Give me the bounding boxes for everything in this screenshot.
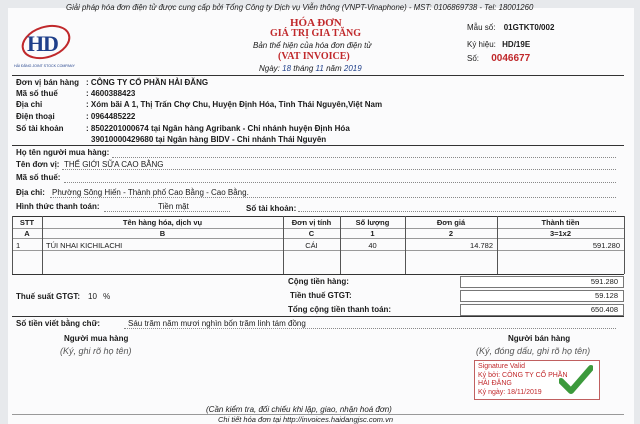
buyer-tax-line (64, 182, 616, 183)
col-header-amount: Thành tiền (541, 218, 580, 227)
digital-signature-box[interactable] (474, 360, 600, 400)
total-label: Tổng cộng tiền thanh toán: (288, 305, 392, 314)
row-item-name: TÚI NHAI KICHILACHI (46, 241, 123, 250)
seller-sign-note: (Ký, đóng dấu, ghi rõ họ tên) (476, 346, 591, 356)
seller-unit-label: Đơn vị bán hàng (16, 78, 80, 87)
provider-note: Giải pháp hóa đơn điện tử được cung cấp bởi Tổng Công ty Dịch vụ Viễn thông (VNPT-Vinaphone) - MST: 0106869738 - Tel: 18001260 (66, 3, 534, 12)
seller-tax: : 4600388423 (86, 89, 136, 98)
total-value: 650.408 (590, 305, 618, 314)
payment-method: Tiền mặt (158, 202, 189, 211)
seller-phone-label: Điện thoại (16, 112, 55, 121)
invoice-number: Số: 0046677 (467, 53, 531, 64)
table-row-border (12, 250, 624, 251)
col-code: A (24, 229, 30, 238)
lookup-link[interactable]: Chi tiết hóa đơn tại http://invoices.haidangjsc.com.vn (218, 415, 394, 424)
logo-caption: HẢI ĐĂNG JOINT STOCK COMPANY (14, 64, 75, 68)
buyer-name-line (112, 157, 616, 158)
signature-signer: Ký bởi: CÔNG TY CỔ PHẦN HẢI ĐĂNG (478, 372, 568, 387)
row-unit: CÁI (305, 241, 318, 250)
col-code: B (159, 229, 166, 238)
seller-unit: : CÔNG TY CỔ PHẦN HẢI ĐĂNG (86, 78, 209, 87)
signature-date: Ký ngày: 18/11/2019 (478, 389, 542, 396)
svg-text:H: H (27, 31, 45, 56)
col-header-qty: Số lượng (355, 218, 390, 227)
buyer-unit: THẾ GIỚI SỮA CAO BẰNG (64, 160, 164, 169)
seller-sign-title: Người bán hàng (508, 334, 571, 343)
check-mark-icon (559, 365, 593, 395)
footer-note: (Cần kiểm tra, đối chiếu khi lập, giao, nhận hoá đơn) (206, 405, 392, 414)
row-price: 14.782 (470, 241, 493, 250)
col-code: 1 (370, 229, 375, 238)
buyer-account-label: Số tài khoản: (246, 204, 297, 213)
buyer-tax-label: Mã số thuế: (16, 173, 61, 182)
row-qty: 40 (368, 241, 377, 250)
col-header-stt: STT (19, 218, 35, 227)
row-stt: 1 (16, 241, 21, 250)
buyer-address: Phường Sông Hiến - Thành phố Cao Bằng - Cao Bằng. (52, 188, 249, 197)
col-header-unit: Đơn vị tính (291, 218, 332, 227)
amount-words: Sáu trăm năm mươi nghìn bốn trăm linh tám đồng (128, 319, 306, 328)
subtotal-value: 591.280 (590, 277, 618, 286)
seller-phone: : 0964485222 (86, 112, 136, 121)
svg-text:D: D (43, 31, 59, 56)
vat-rate: 10 % (88, 292, 111, 301)
seller-tax-label: Mã số thuế (16, 89, 58, 98)
buyer-address-line (50, 197, 616, 198)
col-header-price: Đơn giá (436, 218, 466, 227)
invoice-note: Bản thể hiện của hóa đơn điện tử (253, 41, 372, 50)
buyer-sign-note: (Ký, ghi rõ họ tên) (60, 346, 132, 356)
col-code: 2 (448, 229, 454, 238)
seller-address-label: Địa chỉ (16, 100, 43, 109)
serial-symbol: Ký hiệu: HD/19E (467, 40, 531, 49)
subtotal-label: Cộng tiền hàng: (288, 277, 349, 286)
table-bottom-border (12, 274, 624, 275)
col-code: C (308, 229, 315, 238)
divider (12, 75, 624, 76)
payment-label: Hình thức thanh toán: (16, 202, 100, 211)
row-amount: 591.280 (592, 241, 620, 250)
table-row-border (12, 238, 624, 239)
divider (12, 145, 624, 146)
invoice-english: (VAT INVOICE) (278, 51, 350, 62)
table-col-border (624, 216, 625, 274)
buyer-unit-line (62, 169, 616, 170)
form-number: Mẫu số: 01GTKT0/002 (467, 23, 555, 32)
amount-words-line (124, 328, 616, 329)
seller-account-2: 39010000429680 tại Ngân hàng BIDV - Chi nhánh Thái Nguyên (91, 135, 327, 144)
vat-label: Tiền thuế GTGT: (290, 291, 352, 300)
invoice-subtitle: GIÁ TRỊ GIA TĂNG (270, 28, 362, 39)
table-top-border (12, 216, 624, 217)
col-header-item: Tên hàng hóa, dịch vụ (122, 218, 203, 227)
vat-value: 59.128 (595, 291, 618, 300)
buyer-unit-label: Tên đơn vị: (16, 160, 60, 169)
seller-account-label: Số tài khoản (16, 124, 64, 133)
signature-valid: Signature Valid (478, 363, 525, 370)
seller-address: : Xóm bãi A 1, Thị Trấn Chợ Chu, Huyện Định Hóa, Tỉnh Thái Nguyên,Việt Nam (86, 100, 383, 109)
buyer-address-label: Địa chỉ: (16, 188, 45, 197)
seller-account-1: : 8502201000674 tại Ngân hàng Agribank - Chi nhánh huyện Định Hóa (86, 124, 350, 133)
buyer-account-line (298, 211, 616, 212)
vat-rate-label: Thuế suất GTGT: (16, 292, 80, 301)
invoice-title: HÓA ĐƠN (290, 17, 342, 29)
buyer-sign-title: Người mua hàng (64, 334, 129, 343)
payment-line (104, 211, 230, 212)
divider (12, 316, 624, 317)
invoice-date: Ngày: 18 tháng 11 năm 2019 (259, 64, 362, 73)
buyer-name-label: Họ tên người mua hàng: (16, 148, 110, 157)
amount-words-label: Số tiền viết bằng chữ: (16, 319, 101, 328)
col-code: 3=1x2 (549, 229, 572, 238)
